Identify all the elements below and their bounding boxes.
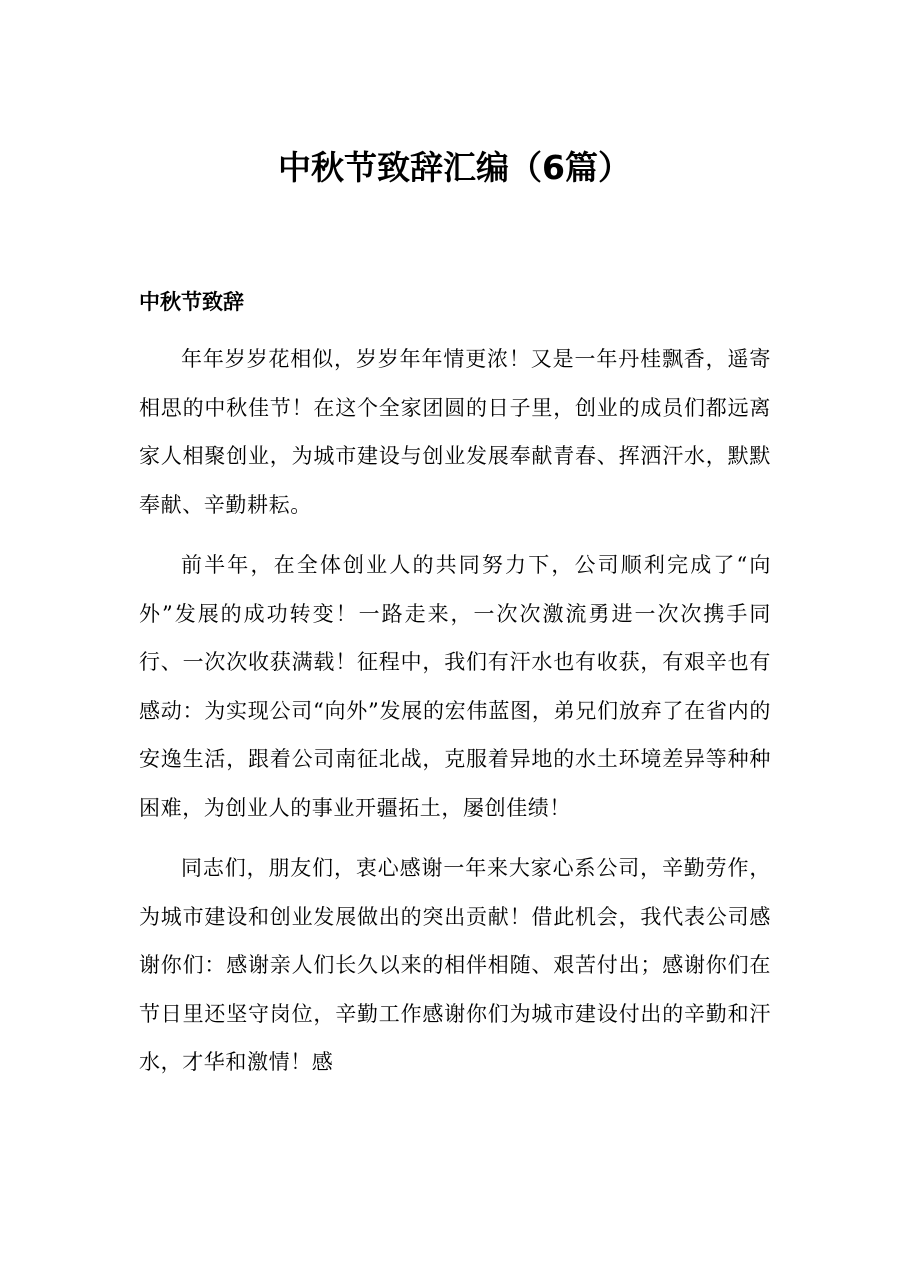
body-text bbox=[139, 335, 771, 1099]
section-heading: 中秋节致辞 bbox=[139, 290, 244, 314]
paragraph-2: 前半年，在全体创业人的共同努力下，公司顺利完成了“向外”发展的成功转变！一路走来，一次次激流勇进一次次携手同行、一次次收获满载！征程中，我们有汗水也有收获，有艰辛也有感动：为实现公司“向外”发展的宏伟蓝图，弟兄们放弃了在省内的安逸生活，跟着公司南征北战，克服着异地的水土环境差异等种种困难，为创业人的事业开疆拓土，屡创佳绩！ bbox=[139, 553, 771, 820]
paragraph-1: 年年岁岁花相似，岁岁年年情更浓！又是一年丹桂飘香，遥寄相思的中秋佳节！在这个全家团圆的日子里，创业的成员们都远离家人相聚创业，为城市建设与创业发展奉献青春、挥洒汗水，默默奉献、辛勤耕耘。 bbox=[139, 347, 771, 517]
paragraph-3: 同志们，朋友们，衷心感谢一年来大家心系公司，辛勤劳作，为城市建设和创业发展做出的突出贡献！借此机会，我代表公司感谢你们：感谢亲人们长久以来的相伴相随、艰苦付出；感谢你们在节日里还坚守岗位，辛勤工作感谢你们为城市建设付出的辛勤和汗水，才华和激情！感 bbox=[139, 856, 771, 1074]
document-title: 中秋节致辞汇编（6篇） bbox=[278, 148, 631, 187]
